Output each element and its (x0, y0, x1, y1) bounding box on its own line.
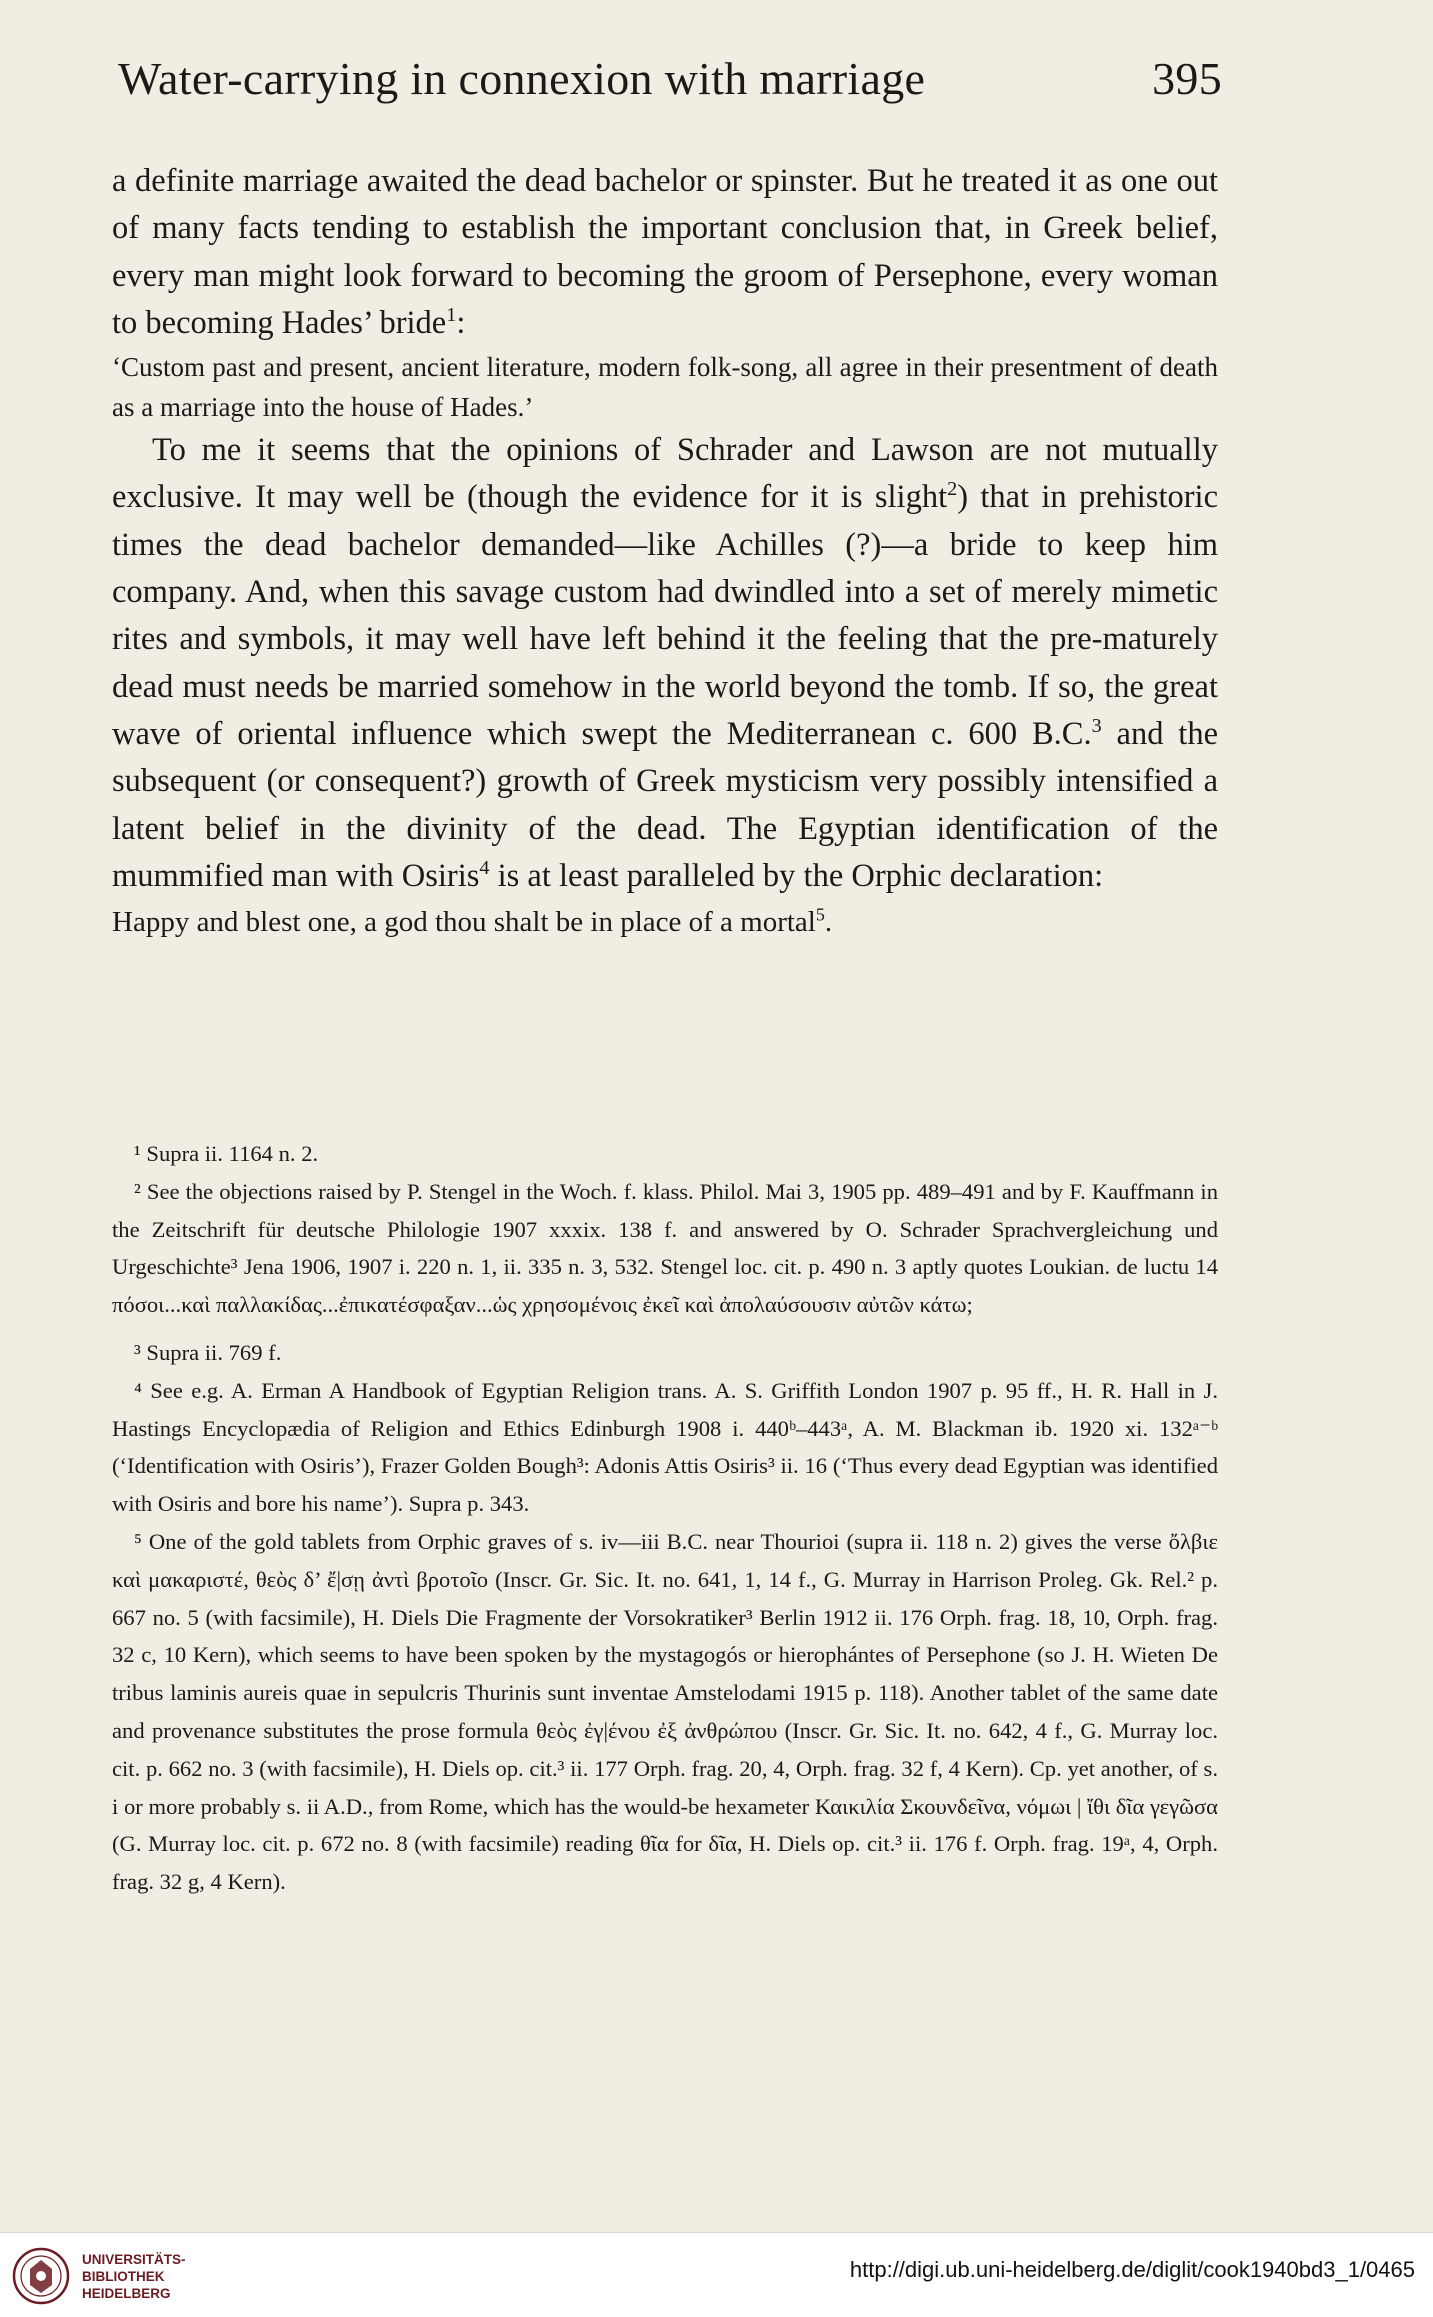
footnote-1: ¹ Supra ii. 1164 n. 2. (134, 1141, 319, 1166)
footnote-ref-5: 5 (815, 904, 825, 925)
block-quote: ‘Custom past and present, ancient literature, modern folk-song, all agree in their presentment of death as a marriage into the house of Hades.’ (112, 352, 1218, 423)
paragraph-2: To me it seems that the opinions of Schrader and Lawson are not mutually exclusive. It may well be (though the evidence for it is slight$^2$) that in prehistoric times the dead bachelor demanded—like Achilles (?)—a bride to keep him company. And, when this savage custom had dwindled into a set of merely mimetic rites and symbols, it may well have left behind it the feeling that the pre-maturely dead must needs be married somehow in the world beyond the tomb. If so, the great wave of oriental influence which swept the Mediterranean c. 600 B.C.$^3$ and the subsequent (or consequent?) growth of Greek mysticism very possibly intensified a latent belief in the divinity of the dead. The Egyptian identification of the mummified man with Osiris$^4$ is at least paralleled by the Orphic declaration: (112, 432, 1219, 894)
footnote-3: ³ Supra ii. 769 f. (134, 1339, 282, 1365)
university-seal-icon (12, 2247, 70, 2305)
footnote-ref-3: 3 (1091, 715, 1102, 738)
footnote-2: ² See the objections raised by P. Stengel in the Woch. f. klass. Philol. Mai 3, 1905 pp. 489–491 and by F. Kauffmann in the Zeitschrift für deutsche Philologie 1907 xxxix. 138 f. and answered by O. Schrader Sprachvergleichung und Urgeschichte³ Jena 1906, 1907 i. 220 n. 1, ii. 335 n. 3, 532. Stengel loc. cit. p. 490 n. 3 aptly quotes Loukian. de luctu 14 πόσοι...καὶ παλλακίδας...ἐπικατέσφαξαν...ὡς χρησομένοις ἐκεῖ καὶ ἀπολαύσουσιν αὐτῶν κάτω; (112, 1178, 1218, 1318)
verse-line: Happy and blest one, a god thou shalt be in place of a mortal$^5$. (112, 904, 833, 939)
footnotes (112, 1135, 1218, 1901)
footnote-ref-4: 4 (479, 857, 490, 880)
footnote-ref-1: 1 (446, 304, 457, 327)
digitization-footer (0, 2232, 1433, 2317)
main-text (112, 158, 1218, 944)
footnote-4: ⁴ See e.g. A. Erman A Handbook of Egyptian Religion trans. A. S. Griffith London 1907 p. 95 ff., H. R. Hall in J. Hastings Encyclopædia of Religion and Ethics Edinburgh 1908 i. 440ᵇ–443ᵃ, A. M. Blackman ib. 1920 xi. 132ᵃ⁻ᵇ (‘Identification with Osiris’), Frazer Golden Bough³: Adonis Attis Osiris³ ii. 16 (‘Thus every dead Egyptian was identified with Osiris and bore his name’). Supra p. 343. (112, 1377, 1218, 1517)
paragraph-1: a definite marriage awaited the dead bachelor or spinster. But he treated it as one out of many facts tending to establish the important conclusion that, in Greek belief, every man might look forward to becoming the groom of Persephone, every woman to becoming Hades’ bride$^1$: (112, 163, 1218, 341)
library-name: UNIVERSITÄTS- BIBLIOTHEK HEIDELBERG (82, 2251, 186, 2301)
running-title: Water-carrying in connexion with marriage (118, 53, 926, 104)
library-logo[interactable] (12, 2247, 186, 2305)
page-number: 395 (1152, 53, 1222, 104)
footnote-ref-2: 2 (947, 478, 958, 501)
permalink-url[interactable]: http://digi.ub.uni-heidelberg.de/diglit/cook1940bd3_1/0465 (849, 2257, 1415, 2282)
running-header (118, 52, 1222, 105)
footnote-5: ⁵ One of the gold tablets from Orphic graves of s. iv—iii B.C. near Thourioi (supra ii. 118 n. 2) gives the verse ὄλβιε καὶ μακαριστέ, θεὸς δ’ ἔ|σῃ ἀντὶ βροτοῖο (Inscr. Gr. Sic. It. no. 641, 1, 14 f., G. Murray in Harrison Proleg. Gk. Rel.² p. 667 no. 5 (with facsimile), H. Diels Die Fragmente der Vorsokratiker³ Berlin 1912 ii. 176 Orph. frag. 18, 10, Orph. frag. 32 c, 10 Kern), which seems to have been spoken by the mystagogós or hierophántes of Persephone (so J. H. Wieten De tribus laminis aureis quae in sepulcris Thurinis sunt inventae Amstelodami 1915 p. 118). Another tablet of the same date and provenance substitutes the prose formula θεὸς ἐγ|ένου ἐξ ἀνθρώπου (Inscr. Gr. Sic. It. no. 642, 4 f., G. Murray loc. cit. p. 662 no. 3 (with facsimile), H. Diels op. cit.³ ii. 177 Orph. frag. 20, 4, Orph. frag. 32 f, 4 Kern). Cp. yet another, of s. i or more probably s. ii A.D., from Rome, which has the would-be hexameter Καικιλία Σκουνδεῖνα, νόμωι | ἴθι δῖα γεγῶσα (G. Murray loc. cit. p. 672 no. 8 (with facsimile) reading θῖα for δῖα, H. Diels op. cit.³ ii. 176 f. Orph. frag. 19ᵃ, 4, Orph. frag. 32 g, 4 Kern). (112, 1528, 1218, 1895)
